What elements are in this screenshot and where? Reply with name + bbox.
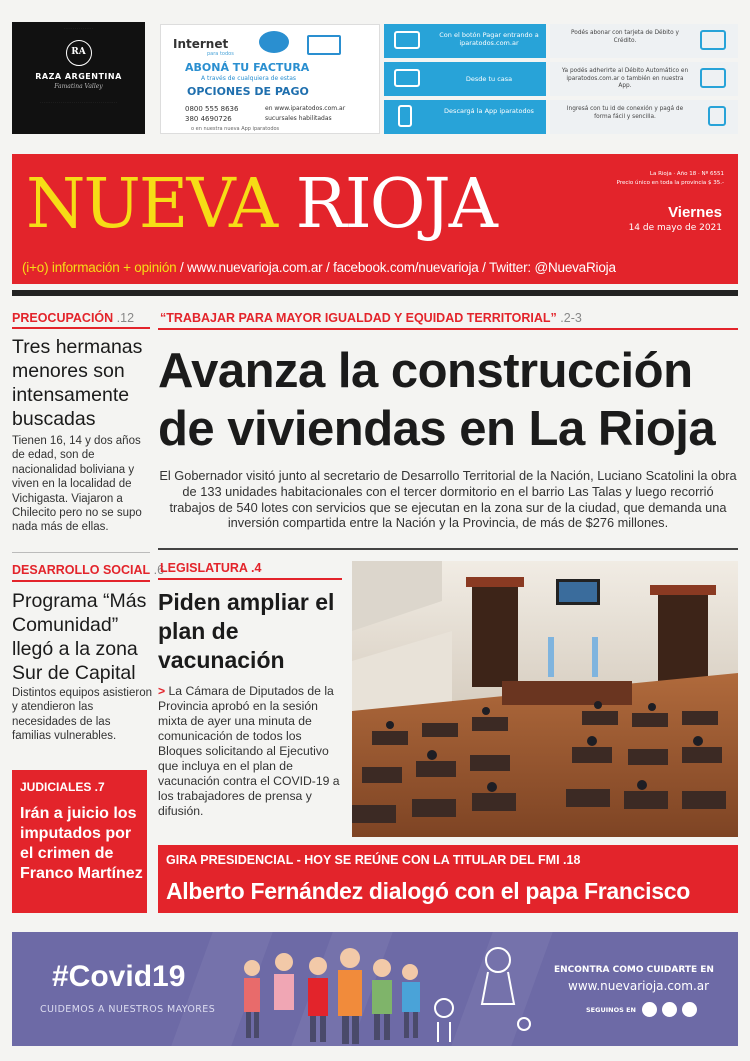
- desarrollo-kicker[interactable]: [12, 563, 164, 577]
- tap-icon: [708, 106, 726, 126]
- kicker-underline: [158, 578, 342, 580]
- payment-row-right: Ingresá con tu id de conexión y pagá de forma fácil y sencilla.: [566, 106, 684, 120]
- phone-icon: [398, 105, 412, 127]
- inet-desc: A través de cualquiera de estas: [201, 75, 297, 82]
- masthead: [12, 154, 738, 284]
- masthead-rule: [12, 290, 738, 296]
- chamber-illustration: [352, 561, 738, 837]
- covid-banner[interactable]: [12, 932, 738, 1046]
- newspaper-logo[interactable]: [26, 162, 496, 248]
- inet-app: o en nuestra nueva App iparatodos: [191, 126, 280, 132]
- preocupacion-headline[interactable]: Tres hermanas menores son intensamente buscadas: [12, 336, 143, 430]
- legislatura-body: [158, 684, 342, 819]
- inet-branches: sucursales habilitadas: [265, 115, 332, 122]
- edition-day: Viernes: [668, 204, 722, 221]
- inet-brand: Internet: [173, 37, 229, 51]
- kicker-underline: [12, 580, 150, 582]
- main-story-body: El Gobernador visitó junto al secretario de Desarrollo Territorial de la Nación, Luciano Scatolini la obra de 133 unidades habitacionales con el tercer dormitorio en el barrio Las Talas y luego recorrió trabajos de 540 lotes con servicios que se ejecutan en la zona sur de la ciudad, que demanda una inversión compartida entre la Nación y la Provincia, de más de $276 millones.: [159, 468, 737, 531]
- kicker-underline: [12, 327, 150, 329]
- raza-ad-sub: Famatina Valley: [54, 83, 103, 90]
- main-story-kicker[interactable]: [160, 311, 582, 325]
- divider: [158, 548, 738, 550]
- instagram-icon[interactable]: [662, 1002, 677, 1017]
- masthead-tagline: [22, 260, 616, 275]
- router-icon: [259, 31, 289, 53]
- covid-sub: CUIDEMOS A NUESTROS MAYORES: [40, 1004, 216, 1015]
- payment-row: [384, 100, 738, 134]
- covid-cta: ENCONTRA COMO CUIDARTE EN: [554, 965, 714, 975]
- judiciales-headline: Irán a juicio los imputados por el crimen de Franco Martínez: [20, 805, 143, 882]
- edition-date: 14 de mayo de 2021: [628, 223, 722, 233]
- edition-price: Precio único en toda la provincia $ 35.-: [616, 180, 724, 186]
- judiciales-box[interactable]: [12, 770, 147, 913]
- facebook-icon[interactable]: [642, 1002, 657, 1017]
- tagline-links[interactable]: / www.nuevarioja.com.ar / facebook.com/nuevarioja / Twitter: @NuevaRioja: [176, 260, 616, 275]
- card-swipe-icon: [700, 68, 726, 88]
- covid-url[interactable]: www.nuevarioja.com.ar: [568, 979, 710, 993]
- payment-row-left: Con el botón Pagar entrando a iparatodos.com.ar: [439, 31, 539, 47]
- payment-row-right: Podés abonar con tarjeta de Débito y Crédito.: [571, 30, 679, 44]
- preocupacion-kicker[interactable]: [12, 311, 134, 325]
- payment-row-left: Descargá la App iparatodos: [444, 107, 534, 115]
- legislatura-body-text: La Cámara de Diputados de la Provincia aprobó en la sesión mixta de ayer una minuta de comunicación de todos los Bloques solicitando al Ejecutivo que incluya en el plan de vacunación contra el COVID-19 a los trabajadores de prensa y difusión.: [158, 684, 340, 818]
- laptop-icon: [394, 69, 420, 87]
- laptop-icon: [307, 35, 341, 55]
- logo-word-1: NUEVA: [26, 165, 277, 244]
- raza-argentina-ad[interactable]: [12, 22, 145, 134]
- payment-row: [384, 24, 738, 58]
- tagline-slogan: (i+o) información + opinión: [22, 260, 177, 275]
- legislature-session-photo: [352, 561, 738, 837]
- inet-phone-2: 380 4690726: [185, 115, 232, 123]
- arrow-icon: >: [158, 684, 166, 698]
- logo-word-2: RIOJA: [295, 165, 496, 244]
- family-illustration: [232, 942, 532, 1046]
- legislatura-kicker[interactable]: LEGISLATURA .4: [160, 561, 262, 575]
- payment-row-right: Ya podés adherirte al Débito Automático en iparatodos.com.ar o también en nuestra App.: [561, 68, 689, 89]
- desarrollo-headline[interactable]: Programa “Más Comunidad” llegó a la zona Sur de Capital: [12, 590, 147, 684]
- kicker-label: PREOCUPACIÓN: [12, 311, 114, 325]
- judiciales-kicker: JUDICIALES .7: [20, 780, 105, 794]
- credit-card-icon: [700, 30, 726, 50]
- edition-number: La Rioja · Año 18 · Nº 6551: [649, 171, 724, 177]
- kicker-label: DESARROLLO SOCIAL: [12, 563, 151, 577]
- gira-kicker: GIRA PRESIDENCIAL - HOY SE REÚNE CON LA TITULAR DEL FMI .18: [166, 853, 581, 867]
- raza-ad-name: RAZA ARGENTINA: [35, 72, 122, 81]
- inet-headline: ABONÁ TU FACTURA: [185, 61, 310, 74]
- inet-brand-sub: para todos: [207, 51, 234, 57]
- gira-presidencial-box[interactable]: [158, 845, 738, 913]
- internet-para-todos-ad[interactable]: [160, 24, 380, 134]
- inet-options: OPCIONES DE PAGO: [187, 85, 309, 98]
- ad-fineprint: · · · · · · · · · · · · · · · ·: [63, 26, 94, 30]
- gira-headline: Alberto Fernández dialogó con el papa Francisco: [166, 878, 690, 904]
- kicker-underline: [158, 328, 738, 330]
- kicker-page: .2-3: [556, 311, 582, 325]
- raza-ad-address: · · · · · · · · · · · · · · · · · · · · · · · · · · · · · · · · · · · · · · · · ·: [39, 100, 118, 104]
- covid-follow: SEGUINOS EN: [586, 1006, 636, 1014]
- preocupacion-body: Tienen 16, 14 y dos años de edad, son de nacionalidad boliviana y viven en la localidad de Vichigasta. Viajaron a Chilecito pero no se supo nada más de ellas.: [12, 435, 142, 534]
- covid-hashtag: #Covid19: [52, 960, 186, 993]
- inet-web: en www.iparatodos.com.ar: [265, 105, 346, 112]
- payment-options-ad[interactable]: [384, 24, 738, 134]
- raza-logo-monogram: RA: [66, 40, 92, 66]
- payment-row-left: Desde tu casa: [465, 75, 513, 83]
- main-story-headline[interactable]: Avanza la construcción de viviendas en La Rioja: [158, 344, 716, 456]
- inet-phone-1: 0800 555 8636: [185, 105, 239, 113]
- twitter-icon[interactable]: [682, 1002, 697, 1017]
- edition-meta: [617, 170, 724, 188]
- legislatura-headline[interactable]: Piden ampliar el plan de vacunación: [158, 589, 335, 673]
- kicker-label: “TRABAJAR PARA MAYOR IGUALDAD Y EQUIDAD TERRITORIAL”: [160, 311, 557, 325]
- divider: [12, 552, 150, 553]
- monitor-icon: [394, 31, 420, 49]
- desarrollo-body: Distintos equipos asistieron y atendieron las necesidades de las familias vulnerables.: [12, 687, 152, 743]
- payment-row: [384, 62, 738, 96]
- kicker-page: .12: [113, 311, 135, 325]
- kicker-page: .6: [150, 563, 165, 577]
